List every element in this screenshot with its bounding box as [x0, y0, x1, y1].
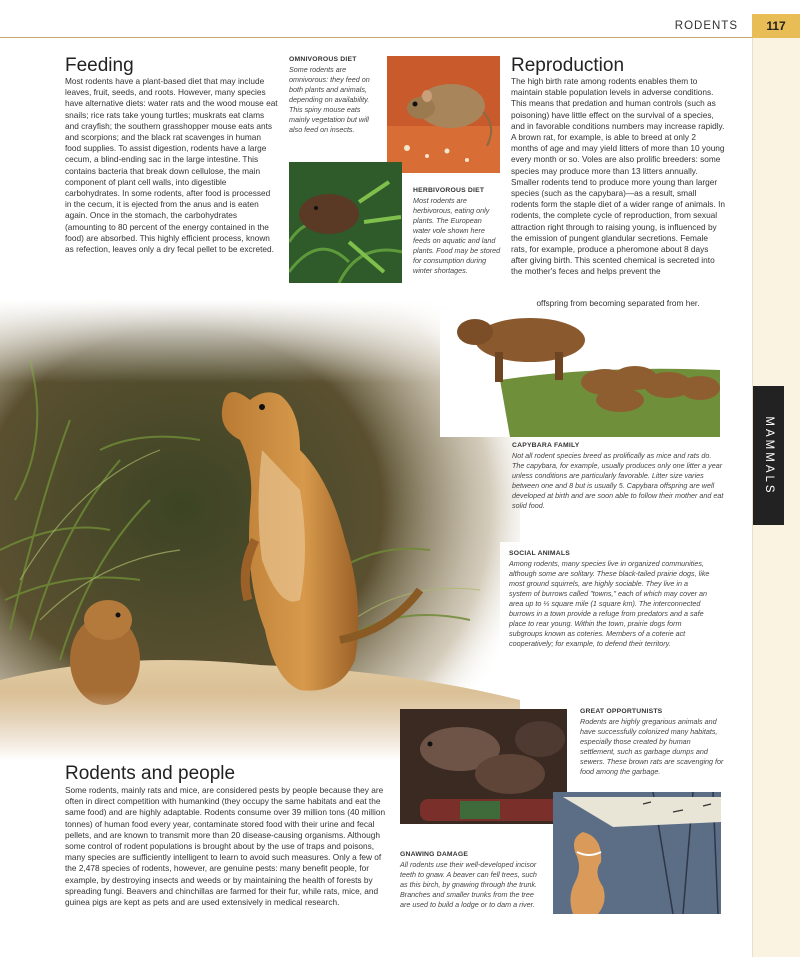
- social-caption-title: SOCIAL ANIMALS: [509, 550, 570, 557]
- water-vole-photo: [289, 162, 402, 283]
- omnivorous-caption-text: Some rodents are omnivorous: they feed on both plants and animals, depending on availability. This spiny mouse eats mainly vegetation but will also feed on insects.: [289, 65, 370, 134]
- reproduction-body: The high birth rate among rodents enables them to maintain stable population levels in adverse conditions. This means that predation and human controls (such as poisoning) have little effect on the survival of a species, and in favorable conditions numbers may increase rapidly. A brown rat, for example, is able to breed at only 2 months of age and may yield litters of more than 10 young every month or so. Voles are also prolific breeders: some species may produce more than 13 litters annually. Smaller rodents tend to produce more young than larger species (such as the capybara)—as a result, small rodents form the staple diet of a wider range of animals. In rodents, the complete cycle of reproduction, from sexual attraction right through to raising young, is influenced by the emission of pungent glandular secretions. Female rats, for example, produce a pheromone about 8 days after giving birth. This scented chemical is secreted into the mother's feces and helps prevent the: [511, 76, 725, 277]
- brown-rats-photo: [400, 709, 567, 824]
- page-number: 117: [752, 14, 800, 38]
- omnivorous-caption: [289, 56, 375, 135]
- gnawing-caption: [400, 851, 542, 910]
- social-animals-caption: [500, 542, 720, 669]
- opportunists-caption-text: Rodents are highly gregarious animals and have successfully colonized many habitats, especially those created by human settlement, such as garbage dumps and sewers. These brown rats are scavenging for food among the garbage.: [580, 717, 724, 776]
- spiny-mouse-photo: [387, 56, 500, 173]
- herbivorous-caption: [413, 187, 501, 276]
- gnawed-birch-photo: [553, 792, 721, 914]
- feeding-body: Most rodents have a plant-based diet that may include leaves, fruit, seeds, and roots. However, many species have alternative diets: water rats and the wood mouse eat snails; rice rats take young turtles; muskrats eat clams and crayfish; the southern grasshopper mouse eats ants and scorpions; and the black rat scavenges in human food supplies. To assist digestion, rodents have a large cecum, a blind-ending sac in the large intestine. This contains bacteria that break down cellulose, the main component of plant cell walls, into digestible carbohydrates. In some rodents, after food is processed in the cecum, it is ejected from the anus and is eaten again. Once in the stomach, the carbohydrates (amounting to 80 percent of the energy contained in the food) are absorbed. This highly efficient process, known as refection, leaves only a dry fecal pellet to be excreted.: [65, 76, 278, 255]
- reproduction-body-end: offspring from becoming separated from her.: [536, 298, 700, 308]
- gnawing-caption-title: GNAWING DAMAGE: [400, 851, 469, 858]
- rodents-people-heading: Rodents and people: [65, 763, 236, 784]
- social-caption-text: Among rodents, many species live in organized communities, although some are solitary. These black-tailed prairie dogs, like most ground squirrels, are highly sociable. They live in a system of burrows called "towns," each of which may cover an area up to ⅓ square mile (1 square km). The interconnected burrows in a town provide a refuge from predators and a safe place to rear young. Within the town, prairie dogs form subgroups known as coteries. Members of a coterie act cooperatively; for example, to defend their territory.: [509, 559, 710, 648]
- herbivorous-caption-title: HERBIVOROUS DIET: [413, 187, 485, 194]
- rodents-people-body: Some rodents, mainly rats and mice, are considered pests by people because they are often in direct competition with humankind (they occupy the same habitats and eat the same food) and are highly adaptable. Rodents consume over 39 million tons (40 million tonnes) of human food every year, contaminate stored food with their urine and fecal pellets, and are known to transmit more than 20 disease-causing organisms. Although some control of rodent populations is brought about by the use of traps and poisons, many species are sufficiently intelligent to learn to avoid such measures. Only a few of the 2,478 species of rodents, however, are genuine pests: many benefit people, for example, by destroying insects and weeds or by maintaining the health of forests by spreading fungi. Beavers and chinchillas are farmed for their fur, while rats, mice, and guinea pigs are kept as pets and are used extensively in medical research.: [65, 785, 386, 908]
- running-head: RODENTS: [674, 20, 738, 32]
- gnawing-caption-text: All rodents use their well-developed incisor teeth to gnaw. A beaver can fell trees, such as this birch, by gnawing through the trunk. Branches and smaller trunks from the tree are used to build a lodge or to dam a river.: [400, 860, 538, 909]
- capybara-caption-title: CAPYBARA FAMILY: [512, 442, 580, 449]
- capybara-caption-text: Not all rodent species breed as prolifically as mice and rats do. The capybara, for example, usually produces only one litter a year unless conditions are particularly favorable. Litter size varies between one and 8 but is usually 5. Capybara offspring are well developed at birth and are soon able to follow their mother and eat solid food.: [512, 451, 724, 510]
- opportunists-caption: [580, 708, 725, 777]
- capybara-caption: [512, 442, 724, 511]
- capybara-family-photo: [440, 310, 720, 437]
- section-tab: [753, 386, 784, 525]
- opportunists-caption-title: GREAT OPPORTUNISTS: [580, 708, 663, 715]
- header-rule: [0, 37, 752, 38]
- section-tab-label: MAMMALS: [762, 415, 775, 496]
- omnivorous-caption-title: OMNIVOROUS DIET: [289, 56, 357, 63]
- herbivorous-caption-text: Most rodents are herbivorous, eating only plants. The European water vole shown here feeds on aquatic and land plants. Food may be stored for consumption during winter shortages.: [413, 196, 501, 275]
- feeding-heading: Feeding: [65, 55, 134, 76]
- reproduction-heading: Reproduction: [511, 55, 625, 76]
